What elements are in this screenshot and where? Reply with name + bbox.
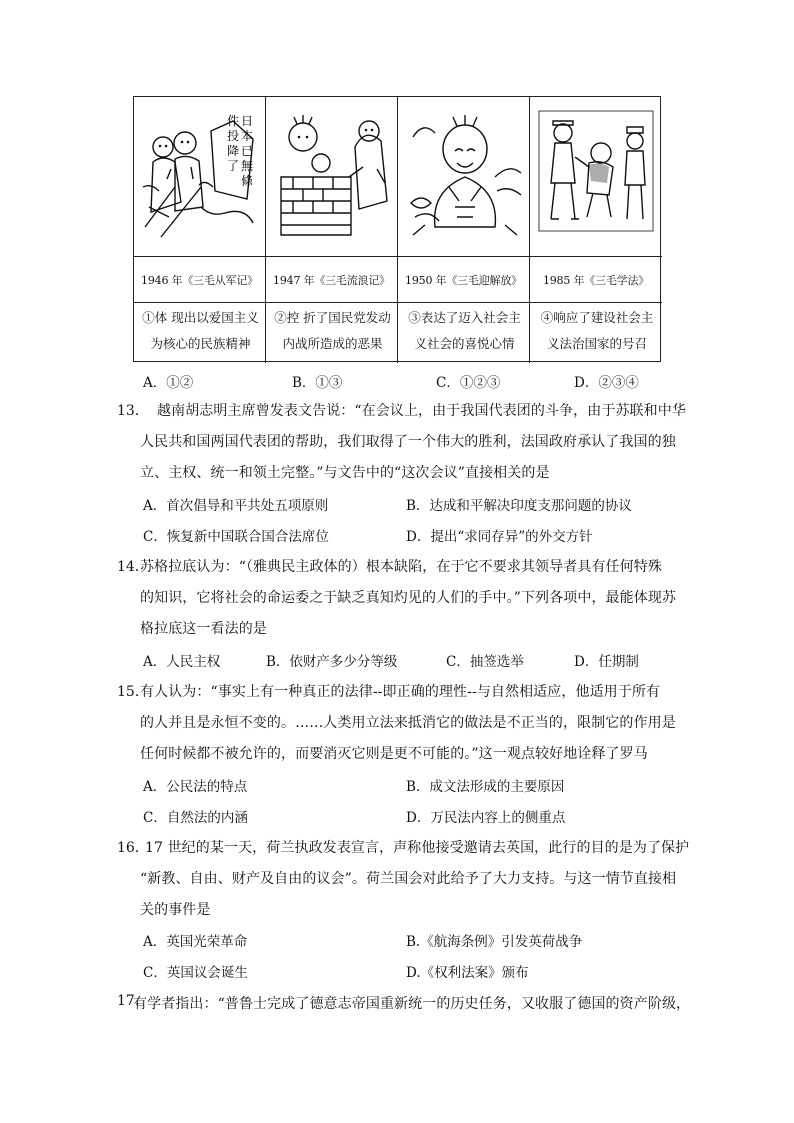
cartoon-image-1 xyxy=(134,97,266,257)
q13-option-d[interactable]: D．提出“求同存异”的外交方针 xyxy=(406,529,593,545)
sign-char: 日 xyxy=(240,113,253,128)
q15-option-c[interactable]: C．自然法的内涵 xyxy=(143,810,248,826)
cartoon-description-1 xyxy=(134,303,266,363)
cartoon-table xyxy=(133,96,661,362)
description-line: ②控 折了国民党发动 xyxy=(274,310,391,325)
q14-option-c[interactable]: C．抽签选举 xyxy=(446,654,524,670)
cartoon-image-4 xyxy=(530,97,662,257)
q12-option-a[interactable]: A．①② xyxy=(143,375,194,391)
sign-char: 無 xyxy=(240,158,253,173)
q14-option-b[interactable]: B．依财产多少分等级 xyxy=(266,654,398,670)
q14-option-a[interactable]: A．人民主权 xyxy=(143,654,221,670)
sign-char: 件 xyxy=(226,113,239,128)
soldier-cartoon-image xyxy=(141,107,259,247)
q12-option-d[interactable]: D．②③④ xyxy=(574,375,639,391)
q15-option-d[interactable]: D．万民法内容上的侧重点 xyxy=(406,810,566,826)
q15-option-a[interactable]: A．公民法的特点 xyxy=(143,779,248,795)
q13-text-line: 人民共和国两国代表团的帮助，我们取得了一个伟大的胜利，法国政府承认了我国的独 xyxy=(140,434,676,450)
cartoon-description-2 xyxy=(266,303,398,363)
q15-number: 15． xyxy=(117,684,149,700)
q17-number: 17. xyxy=(117,993,140,1009)
q14-text-line: 苏格拉底认为：“（雅典民主政体的）根本缺陷，在于它不要求其领导者具有任何特殊 xyxy=(140,559,662,575)
law-cartoon-image xyxy=(537,107,655,247)
q16-text-line: “新教、自由、财产及自由的议会”。荷兰国会对此给予了大力支持。与这一情节直接相 xyxy=(140,871,677,887)
q14-text-line: 的知识，它将社会的命运委之于缺乏真知灼见的人们的手中。”下列各项中，最能体现苏 xyxy=(140,590,677,606)
cartoon-caption-3: 1950 年《三毛迎解放》 xyxy=(398,257,530,303)
q13-option-a[interactable]: A．首次倡导和平共处五项原则 xyxy=(143,498,329,514)
cartoon-caption-2: 1947 年《三毛流浪记》 xyxy=(266,257,398,303)
q17-text-line: 有学者指出：“普鲁士完成了德意志帝国重新统一的历史任务，又收服了德国的资产阶级， xyxy=(133,996,691,1012)
description-line: 义社会的喜悦心情 xyxy=(414,336,515,351)
sign-char: 投 xyxy=(226,128,239,143)
liberation-cartoon-image xyxy=(405,107,523,247)
q15-text-line: 任何时候都不被允许的，而要消灭它则是更不可能的。”这一观点较好地诠释了罗马 xyxy=(140,746,648,762)
q14-text-line: 格拉底这一看法的是 xyxy=(140,621,267,637)
description-line: 为核心的民族精神 xyxy=(150,336,251,351)
sign-char: 本 xyxy=(240,128,253,143)
q13-text-line: 越南胡志明主席曾发表文告说：“在会议上，由于我国代表团的斗争，由于苏联和中华 xyxy=(157,403,686,419)
q16-text-line: 关的事件是 xyxy=(140,902,211,918)
description-line: ①体 现出以爱国主义 xyxy=(142,310,259,325)
q13-text-line: 立、主权、统一和领土完整。”与文告中的“这次会议”直接相关的是 xyxy=(140,465,550,481)
wandering-cartoon-image xyxy=(273,107,391,247)
q15-option-b[interactable]: B．成文法形成的主要原因 xyxy=(406,779,565,795)
q14-option-d[interactable]: D．任期制 xyxy=(574,654,639,670)
description-line: ④响应了建设社会主 xyxy=(540,310,654,325)
cartoon-image-2 xyxy=(266,97,398,257)
cartoon-description-3 xyxy=(398,303,530,363)
description-line: ③表达了迈入社会主 xyxy=(408,310,521,325)
cartoon-image-3 xyxy=(398,97,530,257)
q16-option-a[interactable]: A．英国光荣革命 xyxy=(143,934,248,950)
q12-option-b[interactable]: B．①③ xyxy=(292,375,343,391)
q15-text-line: 有人认为：“事实上有一种真正的法律--即正确的理性--与自然相适应，他适用于所有 xyxy=(140,684,661,700)
description-line: 内战所造成的恶果 xyxy=(282,336,383,351)
q13-option-c[interactable]: C．恢复新中国联合国合法席位 xyxy=(143,529,329,545)
q16-option-b[interactable]: B.《航海条例》引发英荷战争 xyxy=(406,934,583,950)
sign-char: 了 xyxy=(226,158,239,173)
cartoon-caption-4: 1985 年《三毛学法》 xyxy=(530,257,662,303)
q16-option-c[interactable]: C．英国议会诞生 xyxy=(143,965,248,981)
q15-text-line: 的人并且是永恒不变的。……人类用立法来抵消它的做法是不正当的，限制它的作用是 xyxy=(140,715,676,731)
description-line: 义法治国家的号召 xyxy=(546,336,647,351)
q12-option-c[interactable]: C．①②③ xyxy=(436,375,501,391)
sign-char: 條 xyxy=(240,173,253,188)
cartoon-caption-1: 1946 年《三毛从军记》 xyxy=(134,257,266,303)
q16-number: 16． xyxy=(117,840,149,856)
sign-char: 已 xyxy=(240,143,253,158)
q16-text-line: 17 世纪的某一天，荷兰执政发表宣言，声称他接受邀请去英国，此行的目的是为了保护 xyxy=(145,840,690,856)
q13-option-b[interactable]: B．达成和平解决印度支那问题的协议 xyxy=(406,498,632,514)
q16-option-d[interactable]: D.《权利法案》颁布 xyxy=(406,965,529,981)
cartoon-description-4 xyxy=(530,303,662,363)
q14-number: 14． xyxy=(117,559,149,575)
sign-char: 降 xyxy=(226,143,239,158)
q13-number: 13． xyxy=(117,403,149,419)
